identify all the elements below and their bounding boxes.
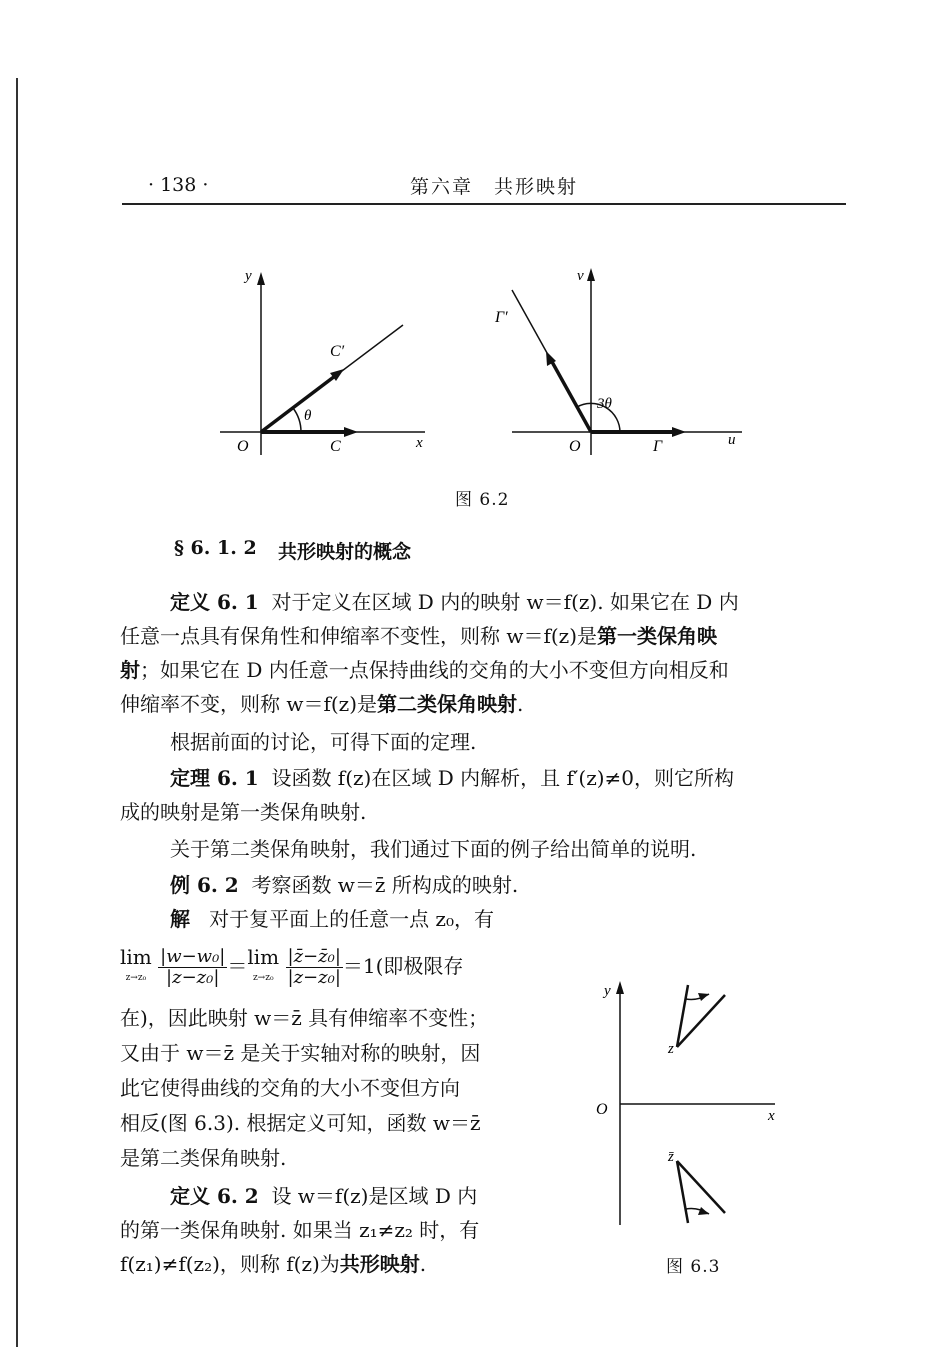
fraction-1-den: |z−z₀| <box>166 967 220 988</box>
example-6-2-text: 考察函数 w＝z̄ 所构成的映射. <box>251 873 519 897</box>
example-6-2 <box>170 872 518 898</box>
equals-sign: ＝ <box>227 954 248 978</box>
def-6-1-term-1-end: 射 <box>120 658 140 682</box>
def-6-2-term: 共形映射 <box>339 1252 420 1276</box>
fig63-label-y: y <box>604 983 611 999</box>
def-6-1-text-2: 任意一点具有保角性和伸缩率不变性，则称 w＝f(z)是 <box>120 624 598 648</box>
label-origin: O <box>237 438 249 455</box>
def-6-1-line-3 <box>120 657 729 683</box>
lim-word-2: lim <box>247 945 280 969</box>
def-6-1-period: . <box>517 692 524 716</box>
def-6-2-text-3: f(z₁)≠f(z₂)，则称 f(z)为 <box>120 1252 340 1276</box>
fraction-1-num: |w−w₀| <box>160 946 226 967</box>
lim-word-1: lim <box>120 945 152 969</box>
def-6-1-text-1: 对于定义在区域 D 内的映射 w＝f(z). 如果它在 D 内 <box>271 590 739 614</box>
figure-6-3-caption: 图 6.3 <box>666 1257 721 1277</box>
def-6-2-text-1: 设 w＝f(z)是区域 D 内 <box>271 1184 478 1208</box>
def-6-2-line-1 <box>170 1183 477 1209</box>
fraction-2-den: |z−z₀| <box>287 967 341 988</box>
solution-line-1 <box>170 906 494 932</box>
def-6-1-term-2: 第二类保角映射 <box>377 692 518 716</box>
label-x-axis: x <box>416 435 423 451</box>
limit-1 <box>120 945 152 986</box>
figure-6-2 <box>0 0 952 520</box>
lim-sub-2: z→z₀ <box>252 973 274 983</box>
section-title: 共形映射的概念 <box>278 541 412 563</box>
solution-text-1: 对于复平面上的任意一点 z₀，有 <box>209 907 494 931</box>
solution-line-3: 在)，因此映射 w＝z̄ 具有伸缩率不变性； <box>120 1006 489 1030</box>
fig63-label-zbar: z̄ <box>668 1149 674 1165</box>
def-6-1-line-1 <box>170 589 739 615</box>
def-6-1-label: 定义 6. 1 <box>170 590 259 614</box>
chapter-title: 第六章 共形映射 <box>410 176 579 198</box>
def-6-2-label: 定义 6. 2 <box>170 1184 259 1208</box>
fraction-1 <box>158 947 227 988</box>
solution-line-7: 是第二类保角映射. <box>120 1146 287 1170</box>
second-kind-intro: 关于第二类保角映射，我们通过下面的例子给出简单的说明. <box>170 837 697 861</box>
label-gamma-prime: Γ′ <box>495 309 508 326</box>
solution-line-5: 此它使得曲线的交角的大小不变但方向 <box>120 1076 460 1100</box>
label-curve-c: C <box>330 438 341 455</box>
limit-2 <box>247 945 280 986</box>
fraction-2 <box>286 947 343 988</box>
lim-sub-1: z→z₀ <box>125 973 147 983</box>
label-y-axis: y <box>245 268 252 284</box>
def-6-1-line-2 <box>120 623 717 649</box>
page-number: · 138 · <box>148 174 209 196</box>
def-6-2-line-3 <box>120 1251 426 1277</box>
label-origin-right: O <box>569 438 581 455</box>
theorem-intro: 根据前面的讨论，可得下面的定理. <box>170 730 477 754</box>
thm-6-1-line-1 <box>170 765 734 791</box>
def-6-2-period: . <box>419 1252 427 1276</box>
fig63-label-origin: O <box>596 1101 608 1118</box>
section-number: § 6. 1. 2 <box>174 537 257 559</box>
solution-line-4: 又由于 w＝z̄ 是关于实轴对称的映射，因 <box>120 1041 481 1065</box>
fig63-label-z: z <box>668 1041 674 1057</box>
solution-line-6: 相反(图 6.3). 根据定义可知，函数 w＝z̄ <box>120 1111 481 1135</box>
def-6-1-line-4 <box>120 691 523 717</box>
label-theta: θ <box>304 408 312 424</box>
thm-6-1-text-1: 设函数 f(z)在区域 D 内解析，且 f′(z)≠0，则它所构 <box>271 766 735 790</box>
solution-label: 解 <box>170 907 190 931</box>
thm-6-1-line-2: 成的映射是第一类保角映射. <box>120 800 367 824</box>
fraction-2-num: |z̄−z̄₀| <box>287 946 341 967</box>
label-curve-c-prime: C′ <box>330 343 345 360</box>
figure-6-3 <box>580 975 800 1235</box>
label-u-axis: u <box>728 432 736 448</box>
thm-6-1-label: 定理 6. 1 <box>170 766 259 790</box>
label-gamma: Γ <box>653 438 663 455</box>
def-6-1-term-1: 第一类保角映 <box>597 624 718 648</box>
limit-equation <box>120 946 463 988</box>
label-v-axis: v <box>577 268 584 284</box>
example-6-2-label: 例 6. 2 <box>170 873 239 897</box>
fig63-label-x: x <box>768 1108 775 1124</box>
figure-6-2-caption: 图 6.2 <box>455 490 510 510</box>
def-6-1-text-3: ；如果它在 D 内任意一点保持曲线的交角的大小不变但方向相反和 <box>140 658 729 682</box>
def-6-2-line-2: 的第一类保角映射. 如果当 z₁≠z₂ 时，有 <box>120 1218 480 1242</box>
label-3theta: 3θ <box>597 396 612 412</box>
limit-tail: ＝1(即极限存 <box>342 954 464 978</box>
def-6-1-text-4: 伸缩率不变，则称 w＝f(z)是 <box>120 692 378 716</box>
